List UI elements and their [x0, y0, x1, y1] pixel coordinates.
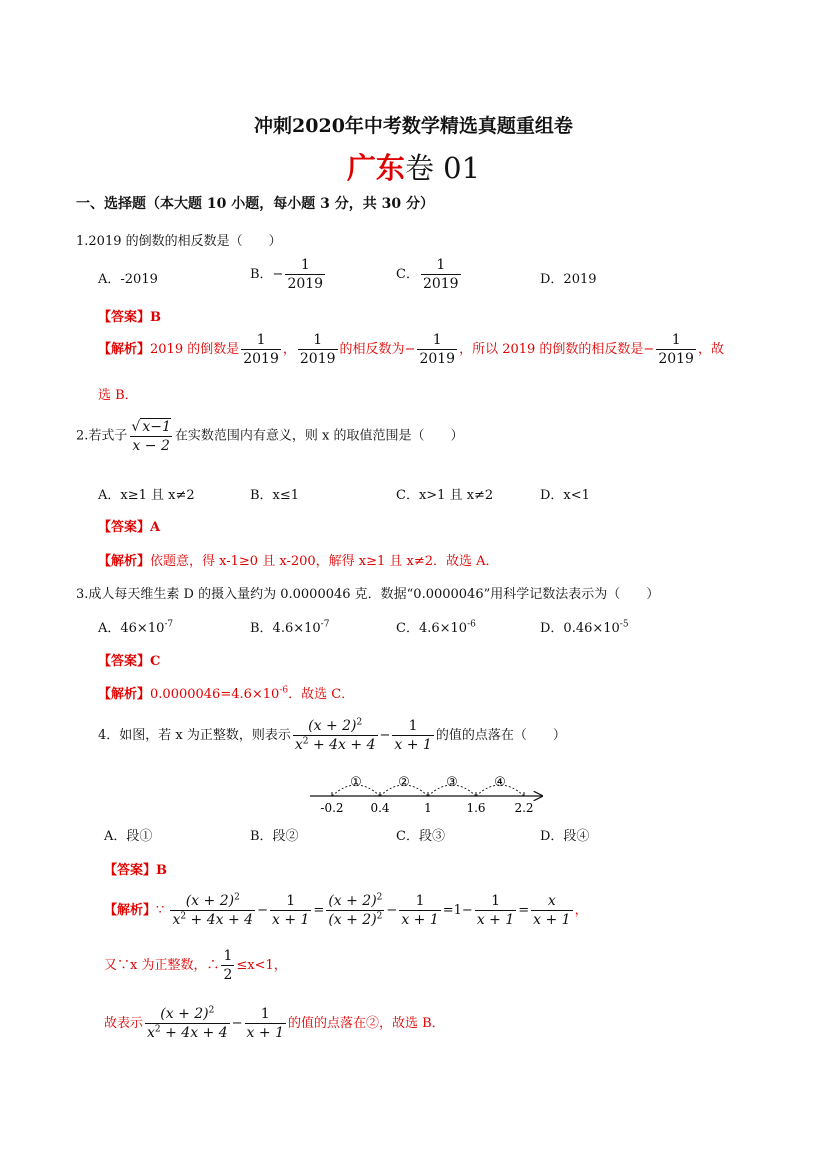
- q1-fraction-3-num: 1: [432, 332, 442, 348]
- q4-l3-frac-1-num-exp: 2: [208, 1005, 215, 1016]
- q4-a-minus-2: −: [386, 903, 398, 919]
- q4-a-frac-1-num: [184, 893, 242, 910]
- q4-a-frac-5-den: x + 1: [476, 912, 515, 929]
- q1-option-b-num: 1: [300, 257, 310, 273]
- q1-option-c-den: 2019: [422, 276, 459, 293]
- q1-answer-value: B: [150, 310, 162, 325]
- analysis-label: 【解析】: [98, 687, 151, 702]
- q2-prefix: 2.若式子: [76, 428, 128, 444]
- q4-option-b: B．段②: [250, 829, 299, 844]
- q4-a-frac-3-num-exp: 2: [376, 892, 383, 903]
- q4-a-frac-1-den-rest: + 4x + 4: [186, 912, 254, 929]
- q4-l3-frac-1-num: [158, 1006, 216, 1023]
- q4-number-line: [300, 768, 550, 818]
- analysis-label: 【解析】: [98, 342, 151, 358]
- q2-suffix: 在实数范围内有意义，则 x 的取值范围是（ ）: [174, 428, 464, 444]
- q1-option-c-fraction: [421, 257, 461, 292]
- q4-a-frac-5-num: 1: [491, 893, 500, 909]
- q1-fraction-1-den: 2019: [243, 351, 279, 368]
- q3-answer-value: C: [150, 654, 161, 669]
- q3-analysis-exp: -6: [279, 685, 289, 696]
- q4-prefix: 4．如图，若 x 为正整数，则表示: [98, 728, 291, 744]
- q4-l3-frac-1-den: [145, 1023, 230, 1041]
- q3-option-d-base: D．0.46×10: [540, 621, 620, 636]
- q4-a-frac-6-num: x: [547, 893, 556, 909]
- q4-answer-value: B: [156, 863, 168, 878]
- q1-fraction-4-den: 2019: [658, 351, 694, 368]
- q4-a-frac-6: [531, 893, 572, 928]
- q4-l3-frac-1-den-x: x: [147, 1025, 155, 1042]
- q1-option-d: D．2019: [540, 272, 597, 287]
- q1-analysis-line2: 选 B．: [98, 388, 138, 403]
- tick-label: 0.4: [370, 801, 390, 815]
- q4-a-frac-1-num-exp: 2: [234, 892, 240, 903]
- q4-fraction-2-num: 1: [408, 718, 418, 734]
- q3-option-a-base: A．46×10: [98, 621, 165, 636]
- q4-a-frac-1-den-exp: 2: [180, 911, 187, 922]
- q4-option-a: A．段①: [104, 829, 153, 844]
- q4-a-frac-3-den: [326, 910, 384, 928]
- q1-analysis-part4: ，故: [697, 342, 724, 358]
- q4-a-frac-4-den: x + 1: [401, 912, 439, 929]
- q1-fraction-2: [298, 332, 338, 367]
- q4-option-c: C．段③: [396, 829, 445, 844]
- q4-a-equals-2: =: [518, 903, 530, 919]
- q3-answer: [98, 650, 160, 669]
- q4-l3-frac-1-num-base: (x + 2): [160, 1006, 209, 1022]
- q2-answer: [98, 516, 160, 535]
- q4-line3-pre: 故表示: [104, 1016, 144, 1032]
- sqrt-symbol: √ x−1: [131, 419, 171, 435]
- section-heading: 一、选择题（本大题 10 小题，每小题 3 分，共 30 分）: [76, 196, 434, 212]
- exam-title: 冲刺2020年中考数学精选真题重组卷: [254, 115, 573, 137]
- q1-option-b-fraction: [285, 257, 325, 292]
- answer-label: 【答案】: [98, 654, 151, 669]
- q4-minus: −: [379, 728, 391, 744]
- q4-a-frac-1-num-base: (x + 2): [185, 893, 235, 909]
- q1-fraction-1: [241, 332, 281, 367]
- q4-fraction-2: [392, 718, 433, 753]
- subtitle-region: 广东: [346, 151, 405, 185]
- q1-option-b: [250, 257, 327, 292]
- q3-option-b: [250, 617, 329, 636]
- q4-a-frac-3: [326, 893, 384, 928]
- q4-line2-pre: 又∵x 为正整数，∴: [104, 958, 220, 974]
- q2-fraction-den: x − 2: [132, 438, 170, 455]
- q1-fraction-4-num: 1: [671, 332, 681, 348]
- q1-separator: ，: [282, 342, 296, 358]
- q2-analysis-text: 依题意，得 x-1≥0 且 x-200，解得 x≥1 且 x≠2．故选 A．: [150, 554, 499, 569]
- q4-l3-frac-1: [145, 1006, 230, 1041]
- q1-fraction-3: [417, 332, 457, 367]
- q4-den1-exp: 2: [302, 736, 309, 747]
- q4-analysis-line3: [104, 1006, 445, 1041]
- q4-a-frac-3-num: [326, 893, 384, 910]
- q3-option-d: [540, 617, 629, 636]
- q4-stem: [98, 718, 566, 753]
- q4-analysis: [104, 893, 588, 928]
- q3-option-b-base: B．4.6×10: [250, 621, 321, 636]
- q4-a-frac-6-den: x + 1: [533, 912, 571, 929]
- half-fraction: [221, 948, 234, 983]
- q1-option-b-prefix: B．−: [250, 267, 284, 283]
- q4-a-frac-2: [270, 893, 311, 928]
- q4-a-frac-4: [399, 893, 440, 928]
- q2-option-b: B．x≤1: [250, 488, 300, 503]
- segment-label-4: ④: [494, 775, 506, 790]
- q4-analysis-line2: [104, 948, 287, 983]
- q1-analysis-part2: 的相反数为−: [339, 342, 416, 358]
- q4-line3-post: 的值的点落在②，故选 B．: [287, 1016, 445, 1032]
- q4-den1-rest: + 4x + 4: [308, 737, 376, 754]
- q1-stem: 1.2019 的倒数的相反数是（ ）: [76, 234, 282, 249]
- q2-answer-value: A: [150, 520, 161, 535]
- q3-option-d-exp: -5: [619, 619, 629, 630]
- q4-a-frac-3-num-base: (x + 2): [328, 893, 377, 909]
- tick-label: 1.6: [466, 801, 486, 815]
- because-symbol: ∵: [156, 903, 165, 919]
- q4-fraction-1-den: [293, 735, 378, 753]
- q2-fraction: [129, 418, 172, 454]
- q3-option-c-base: C．4.6×10: [396, 621, 468, 636]
- q1-option-c-num: 1: [436, 257, 446, 273]
- q4-a-frac-4-num: 1: [415, 893, 425, 909]
- q4-l3-frac-2-den: x + 1: [246, 1025, 284, 1042]
- q4-a-frac-3-den-exp: 2: [376, 911, 383, 922]
- tick-label: 2.2: [514, 801, 534, 815]
- q1-answer: [98, 306, 161, 325]
- q1-option-c-prefix: C．: [396, 267, 419, 283]
- analysis-label: 【解析】: [104, 903, 157, 919]
- q4-fraction-1-num: [306, 718, 364, 735]
- q1-fraction-3-den: 2019: [419, 351, 456, 368]
- q4-l3-frac-1-den-rest: + 4x + 4: [160, 1025, 228, 1042]
- q4-num1: (x + 2): [308, 718, 357, 734]
- q3-option-a-exp: -7: [164, 619, 174, 630]
- q4-num1-exp: 2: [356, 717, 363, 728]
- half-fraction-den: 2: [223, 967, 233, 984]
- q4-a-frac-2-num: 1: [286, 893, 296, 909]
- q4-suffix: 的值的点落在（ ）: [435, 728, 566, 744]
- q4-a-equals-one: =1−: [442, 903, 473, 919]
- half-fraction-num: 1: [223, 948, 233, 964]
- q1-analysis: [98, 332, 724, 367]
- answer-label: 【答案】: [98, 520, 151, 535]
- q3-option-c-exp: -6: [467, 619, 476, 630]
- q2-option-a: A．x≥1 且 x≠2: [98, 488, 195, 503]
- q4-fraction-1: [293, 718, 378, 753]
- q4-a-frac-1-den: [170, 910, 255, 928]
- q2-stem: [76, 418, 463, 454]
- tick-label: 1: [424, 801, 432, 815]
- q3-option-c: [396, 617, 476, 636]
- q4-option-d: D．段④: [540, 829, 590, 844]
- q2-option-c: C．x>1 且 x≠2: [396, 488, 494, 503]
- subtitle-rest: 卷 01: [404, 151, 481, 185]
- q4-line2-post: ≤x<1，: [236, 958, 287, 974]
- q2-fraction-num: [129, 418, 172, 436]
- q4-a-frac-2-den: x + 1: [271, 912, 310, 929]
- tick-label: -0.2: [320, 801, 344, 815]
- q4-fraction-2-den: x + 1: [394, 737, 432, 754]
- q1-analysis-part1: 2019 的倒数是: [150, 342, 240, 358]
- q2-option-d: D．x<1: [540, 488, 590, 503]
- segment-label-2: ②: [398, 775, 410, 790]
- q3-analysis-post: ．故选 C．: [288, 687, 355, 702]
- q4-a-frac-1: [170, 893, 255, 928]
- q3-analysis: [98, 683, 354, 702]
- q2-analysis: [98, 550, 499, 569]
- q1-option-c: [396, 257, 463, 292]
- answer-label: 【答案】: [98, 310, 151, 325]
- q1-fraction-2-den: 2019: [299, 351, 336, 368]
- q3-stem: 3.成人每天维生素 D 的摄入量约为 0.0000046 克．数据“0.0000046”用科学记数法表示为（ ）: [76, 587, 660, 602]
- q4-den1-x: x: [294, 737, 303, 754]
- answer-label: 【答案】: [104, 863, 157, 878]
- q4-l3-minus: −: [231, 1016, 243, 1032]
- q4-a-frac-5: [475, 893, 516, 928]
- q4-a-minus-1: −: [257, 903, 268, 919]
- q4-l3-frac-2-num: 1: [260, 1006, 270, 1022]
- q4-answer: [104, 859, 167, 878]
- exam-subtitle: [0, 146, 827, 187]
- q1-analysis-part3: ，所以 2019 的倒数的相反数是−: [459, 342, 655, 358]
- q4-a-equals-1: =: [313, 903, 325, 919]
- q4-l3-frac-1-den-exp: 2: [154, 1024, 161, 1035]
- q2-radicand: x−1: [142, 419, 171, 435]
- q4-l3-frac-2: [245, 1006, 286, 1041]
- q1-option-b-den: 2019: [287, 276, 324, 293]
- segment-label-1: ①: [350, 775, 362, 790]
- q3-analysis-base: 0.0000046=4.6×10: [150, 687, 280, 702]
- q4-a-comma: ，: [574, 903, 588, 919]
- q1-option-a: A．-2019: [98, 272, 158, 287]
- q3-option-b-exp: -7: [320, 619, 330, 630]
- q1-fraction-4: [656, 332, 696, 367]
- analysis-label: 【解析】: [98, 554, 151, 569]
- q1-fraction-2-num: 1: [313, 332, 323, 348]
- q4-a-frac-1-den-x: x: [172, 912, 181, 929]
- q1-fraction-1-num: 1: [256, 332, 266, 348]
- q3-option-a: [98, 617, 173, 636]
- segment-label-3: ③: [446, 775, 458, 790]
- q4-a-frac-3-den-base: (x + 2): [328, 912, 377, 929]
